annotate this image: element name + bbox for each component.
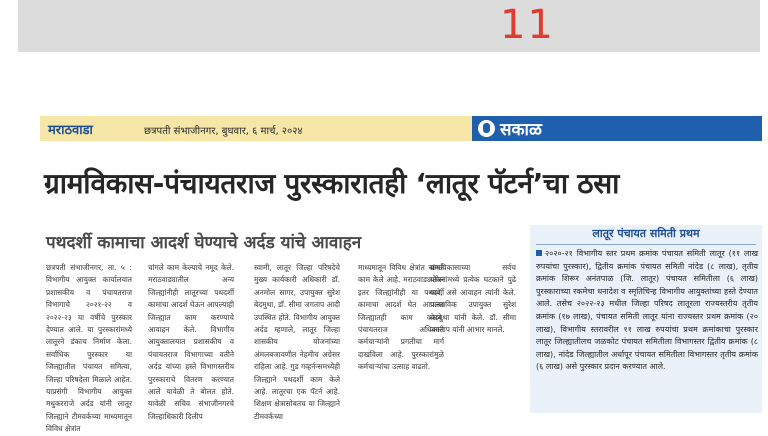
article-column-5: ग्रामविकासाच्या सर्वच योजनांमध्ये प्रत्येक घटकाने पुढे यावे, असे आवाहन त्यांनी केले. प्रास्ताविक उपायुक्त सुरेश बेदमुथा यांनी केले. डॉ. सीमा जगताप यांनी आभार मानले. [430,263,516,335]
article-column-2: चांगले काम केल्याचे नमूद केले. मराठवाड्यातील अन्य जिल्ह्यांनीही लातूरच्या पथदर्शी कामाचा आदर्श घेऊन आपल्याही जिल्ह्यात काम करण्याचे आवाहन केले. विभागीय आयुक्तालयात प्रशासकीय व पंचायतराज विभागाच्या वतीने अर्दड यांच्या हस्ते विभागस्तरीय पुरस्काराचे वितरण करण्यात आले यावेळी ते बोलत होते. यावेळी सचिव संभाजीनगरचे जिल्हाधिकारी दिलीप [148,263,234,421]
sidebar-text: २०२०-२१ विभागीय स्तर प्रथम क्रमांक पंचायत समिती लातूर (११ लाख रुपयांचा पुरस्कार), द्वितीय क्रमांक पंचायत समिती नांदेड (८ लाख), तृतीय क्रमांक शिरूर अनंतपाळ (जि. लातूर) पंचायत समितीला (६ लाख) पुरस्काराच्या रकमेचा धनादेश व स्मृतिचिन्ह विभागीय आयुक्तांच्या हस्ते देण्यात आले. तसेच २०२२-२३ मधील जिल्हा परिषद लातूरला राज्यस्तरीय तृतीय क्रमांक (१७ लाख), पंचायत समिती लातूर यांना राज्यस्तर प्रथम क्रमांक (२० लाख), विभागीय स्तरावरील ११ लाख रुपयांचा प्रथम क्रमांकाचा पुरस्कार लातूर जिल्ह्यातीलच जळकोट पंचायत समितीला विभागस्तर द्वितीय क्रमांक (८ लाख), नांदेड जिल्ह्यातील अर्धापूर पंचायत समितीला विभागस्तर तृतीय क्रमांक (६ लाख) असे पुरस्कार प्रदान करण्यात आले. [536,249,758,372]
sakal-logo-icon [478,120,495,137]
sidebar-divider [536,244,756,245]
newspaper-logo: सकाळ [500,120,542,140]
article-column-3: स्वामी, लातूर जिल्हा परिषदेचे मुख्य कार्यकारी अधिकारी डॉ. अनमोल सागर, उपायुक्त सुरेश बेदमुथा, डॉ. सीमा जगताप आदी उपस्थित होते. विभागीय आयुक्त अर्दड म्हणाले, लातूर जिल्हा शासकीय योजनांच्या अंमलबजावणीत नेहमीच अग्रेसर राहिला आहे. गुड गव्हर्नन्समध्येही जिल्ह्याने पथदर्शी काम केले आहे. लातूरचा एक पॅटर्न आहे. शिक्षण क्षेत्रासोबतच या जिल्ह्याने टीमवर्कच्या [254,263,340,421]
sidebar-body [536,248,758,408]
article-column-4: माध्यमातून विविध क्षेत्रांत चांगले काम केले आहे. मराठवाड्यातील इतर जिल्ह्यांनीही या पथदर्शी कामाचा आदर्श घेत आपल्या जिल्ह्यातही काम करावे. पंचायतराज अधिकारी कर्मचाऱ्यांनी प्रगतीचा मार्ग दाखविला आहे. पुरस्कारांमुळे कर्मचाऱ्यांचा उत्साह वाढतो. [358,263,444,372]
headline: ग्रामविकास-पंचायतराज पुरस्कारातही ‘लातूर पॅटर्न’चा ठसा [44,167,620,200]
article-column-1: छत्रपती संभाजीनगर, ता. ५ : विभागीय आयुक्त कार्यालयात प्रशासकीय व पंचायतराज विभागाचे २०२१-२२ व २०२२-२३ या वर्षीचे पुरस्कार देण्यात आले. या पुरस्कारांमध्ये लातूरने डंकाच निर्माण केला. सर्वाधिक पुरस्कार या जिल्ह्यातील पंचायत समित्या, जिल्हा परिषदेला मिळाले आहेत. याप्रसंगी विभागीय आयुक्त मधुकरराजे अर्दड यांनी लातूर जिल्ह्याने टीमवर्कच्या माध्यमातून विविध क्षेत्रांत [46,263,132,434]
top-margin-bar [18,0,760,52]
page-number: 11 [500,2,555,48]
sidebar-title: लातूर पंचायत समिती प्रथम [592,227,700,240]
dateline: छत्रपती संभाजीनगर, बुधवार, ६ मार्च, २०२४ [144,126,303,137]
section-label: मराठवाडा [48,123,93,138]
subheadline: पथदर्शी कामाचा आदर्श घेण्याचे अर्दड यांचे आवाहन [46,233,362,253]
square-bullet-icon [536,250,542,256]
